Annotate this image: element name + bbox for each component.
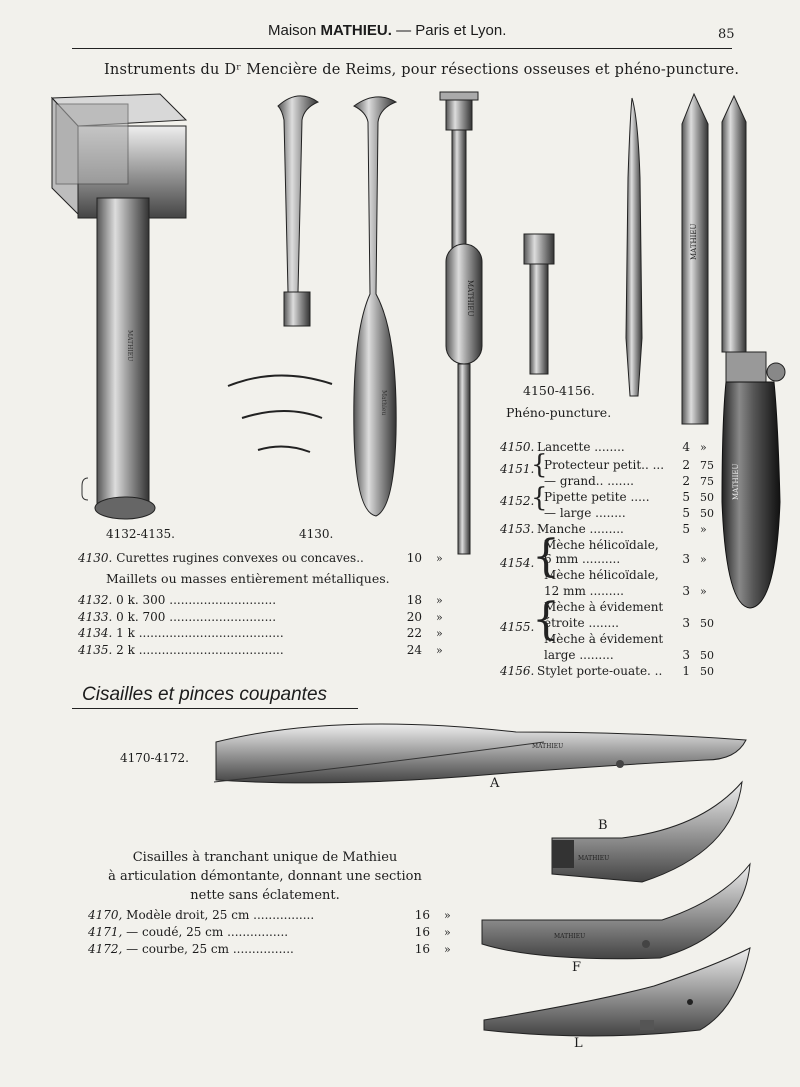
pheno-code: 4153. bbox=[500, 522, 535, 536]
curette-curve-1 bbox=[228, 375, 332, 386]
scissors-letter-f: F bbox=[572, 960, 582, 975]
item-text: 2 k bbox=[112, 642, 139, 657]
list-item-4133 bbox=[78, 610, 276, 624]
pheno-item-text: 12 mm ......... bbox=[544, 584, 624, 598]
brace-4155: { bbox=[532, 594, 560, 645]
scissors-a-illustration bbox=[214, 724, 746, 783]
drill-illustration bbox=[722, 96, 785, 608]
scissors-a-engraving: MATHIEU bbox=[532, 743, 564, 750]
section-title-underline bbox=[72, 708, 358, 709]
item-code: 4132. bbox=[78, 593, 113, 607]
pheno-item-text: Mèche à évidement bbox=[544, 632, 664, 646]
pheno-item-price: 4 bbox=[682, 440, 690, 454]
item-text: 0 k. 300 bbox=[112, 593, 170, 607]
pheno-item-price: 5 bbox=[682, 506, 690, 520]
cisailles-row-4171 bbox=[88, 925, 288, 939]
item-leader: ...................................... bbox=[138, 626, 284, 640]
unit-4130: » bbox=[436, 552, 443, 565]
pheno-item-text: Pipette petite ..... bbox=[544, 490, 650, 504]
pheno-item-price: 5 bbox=[682, 490, 690, 504]
pipette-illustration bbox=[524, 234, 554, 374]
pheno-item-text: large ......... bbox=[544, 648, 614, 662]
price-4130: 10 bbox=[406, 551, 422, 565]
item-text: — coudé, bbox=[126, 925, 187, 939]
brace-4154: { bbox=[532, 531, 560, 582]
item-price: 16 bbox=[414, 908, 430, 922]
pheno-code: 4151. bbox=[500, 462, 535, 476]
list-item-4130: 4130. Curettes rugines convexes ou concaves.. bbox=[78, 551, 364, 565]
cisailles-row-4170 bbox=[88, 908, 314, 922]
pheno-item-unit: 50 bbox=[700, 507, 714, 520]
lancette-illustration bbox=[626, 98, 642, 396]
item-price: 20 bbox=[406, 609, 422, 624]
pheno-item-price: 3 bbox=[682, 552, 690, 566]
pheno-item-price: 3 bbox=[682, 616, 690, 630]
item-text: 1 k bbox=[112, 626, 139, 640]
curette-curve-2 bbox=[242, 411, 322, 418]
pheno-handle-engraving: MATHIEU bbox=[466, 280, 474, 317]
item-code: 4135. bbox=[78, 642, 113, 657]
item-leader: ............................ bbox=[169, 609, 277, 624]
pheno-item-price: 2 bbox=[682, 474, 690, 488]
pheno-code: 4155. bbox=[500, 620, 535, 634]
pheno-code: 4154. bbox=[500, 556, 535, 570]
curette-curve-3 bbox=[258, 446, 310, 452]
item-text: 0 k. 700 bbox=[112, 609, 170, 624]
list-item-4132 bbox=[78, 593, 276, 607]
item-unit: » bbox=[436, 594, 443, 607]
pheno-item-text: — grand.. ....... bbox=[544, 474, 634, 488]
header-brand: MATHIEU. bbox=[320, 22, 392, 39]
item-size: 25 cm bbox=[191, 942, 233, 956]
item-unit: » bbox=[436, 610, 443, 624]
item-code: 4133. bbox=[78, 609, 113, 624]
item-price: 24 bbox=[406, 642, 422, 657]
curette-large-illustration bbox=[354, 97, 396, 516]
pheno-item-unit: 75 bbox=[700, 475, 714, 488]
pheno-code: 4152. bbox=[500, 494, 535, 508]
item-unit: » bbox=[444, 909, 451, 922]
item-leader: ................ bbox=[253, 908, 315, 922]
list-item-4135 bbox=[78, 643, 284, 657]
pheno-item-text: étroite ........ bbox=[544, 616, 619, 630]
pheno-item-unit: » bbox=[700, 523, 707, 536]
mallet-illustration bbox=[52, 94, 186, 519]
mallet-caption: 4132-4135. bbox=[106, 527, 175, 541]
item-price: 16 bbox=[414, 942, 430, 956]
scissors-b-illustration bbox=[552, 782, 742, 882]
pheno-item-price: 3 bbox=[682, 648, 690, 662]
pheno-item-text: Mèche hélicoïdale, bbox=[544, 538, 659, 552]
curette-small-illustration bbox=[278, 96, 318, 326]
pheno-item-price: 5 bbox=[682, 522, 690, 536]
pheno-item-unit: » bbox=[700, 441, 707, 454]
scissors-f-engraving: MATHIEU bbox=[554, 933, 586, 940]
item-text: — courbe, bbox=[126, 942, 192, 956]
page-subtitle: Instruments du Dʳ Mencière de Reims, pour résections osseuses et phéno-puncture. bbox=[104, 62, 740, 78]
item-leader: ................ bbox=[227, 925, 289, 939]
stylet-engraving: MATHIEU bbox=[690, 223, 698, 260]
page-number: 85 bbox=[718, 27, 735, 42]
section-title-cisailles: Cisailles et pinces coupantes bbox=[82, 684, 328, 705]
pheno-item-text: Mèche à évidement bbox=[544, 600, 664, 614]
stylet-illustration bbox=[682, 94, 708, 424]
cisailles-row-4172 bbox=[88, 942, 294, 956]
item-leader: ............................ bbox=[169, 593, 277, 607]
item-unit: » bbox=[436, 627, 443, 640]
list-item-4134 bbox=[78, 626, 284, 640]
pheno-label-caption: Phéno-puncture. bbox=[506, 405, 612, 420]
pheno-code: 4150. bbox=[500, 440, 535, 454]
pheno-item-text: Stylet porte-ouate. .. bbox=[537, 664, 663, 678]
cisailles-description: Cisailles à tranchant unique de Mathieu à articulation démontante, donnant une section nette sans éclatement. bbox=[108, 850, 422, 903]
item-size: 25 cm bbox=[212, 908, 254, 922]
brace-4151: { bbox=[531, 450, 548, 480]
header-suffix: — Paris et Lyon. bbox=[391, 22, 507, 39]
item-unit: » bbox=[436, 643, 443, 657]
pheno-item-unit: 75 bbox=[700, 459, 714, 472]
item-text: Modèle droit, bbox=[126, 908, 213, 922]
pheno-item-price: 2 bbox=[682, 458, 690, 472]
pheno-code: 4156. bbox=[500, 664, 535, 678]
pheno-item-price: 1 bbox=[682, 664, 690, 678]
item-price: 16 bbox=[414, 925, 430, 939]
item-code: 4171, bbox=[88, 925, 127, 939]
pheno-item-price: 3 bbox=[682, 584, 690, 598]
item-size: 25 cm bbox=[186, 925, 228, 939]
pheno-item-unit: 50 bbox=[700, 665, 714, 678]
pheno-item-text: Manche ......... bbox=[537, 522, 624, 536]
pheno-item-unit: 50 bbox=[700, 649, 714, 662]
pheno-item-unit: 50 bbox=[700, 491, 714, 504]
scissors-letter-l: L bbox=[574, 1036, 583, 1051]
mallet-engraving: MATHIEU bbox=[126, 330, 133, 362]
item-leader: ...................................... bbox=[138, 642, 284, 657]
item-price: 18 bbox=[406, 593, 422, 607]
scissors-ref-caption: 4170-4172. bbox=[120, 751, 189, 765]
drill-engraving: MATHIEU bbox=[732, 463, 740, 500]
pheno-item-text: — large ........ bbox=[544, 506, 626, 520]
item-leader: ................ bbox=[232, 942, 294, 956]
curette-engraving: Mathieu bbox=[380, 390, 387, 416]
pheno-item-text: Mèche hélicoïdale, bbox=[544, 568, 659, 582]
pheno-item-unit: 50 bbox=[700, 617, 714, 630]
scissors-letter-b: B bbox=[598, 818, 608, 833]
pheno-ref-caption: 4150-4156. bbox=[523, 383, 595, 398]
pheno-item-text: Lancette ........ bbox=[537, 440, 625, 454]
pheno-handle-illustration bbox=[440, 92, 482, 554]
scissors-b-engraving: MATHIEU bbox=[578, 855, 610, 862]
pheno-item-unit: » bbox=[700, 553, 707, 566]
scissors-letter-a: A bbox=[490, 776, 500, 791]
mallet-heading: Maillets ou masses entièrement métalliques. bbox=[106, 571, 390, 586]
curette-caption: 4130. bbox=[299, 527, 334, 541]
header-prefix: Maison bbox=[268, 22, 321, 39]
item-code: 4172, bbox=[88, 942, 127, 956]
item-unit: » bbox=[444, 926, 451, 939]
item-code: 4134. bbox=[78, 626, 113, 640]
item-price: 22 bbox=[406, 626, 422, 640]
item-code: 4170, bbox=[88, 908, 127, 922]
pheno-item-text: Protecteur petit.. ... bbox=[544, 458, 665, 472]
pheno-item-text: 6 mm .......... bbox=[544, 552, 621, 566]
scissors-l-illustration bbox=[484, 948, 750, 1036]
brace-4152: { bbox=[531, 483, 548, 513]
pheno-item-unit: » bbox=[700, 585, 707, 598]
item-unit: » bbox=[444, 943, 451, 956]
